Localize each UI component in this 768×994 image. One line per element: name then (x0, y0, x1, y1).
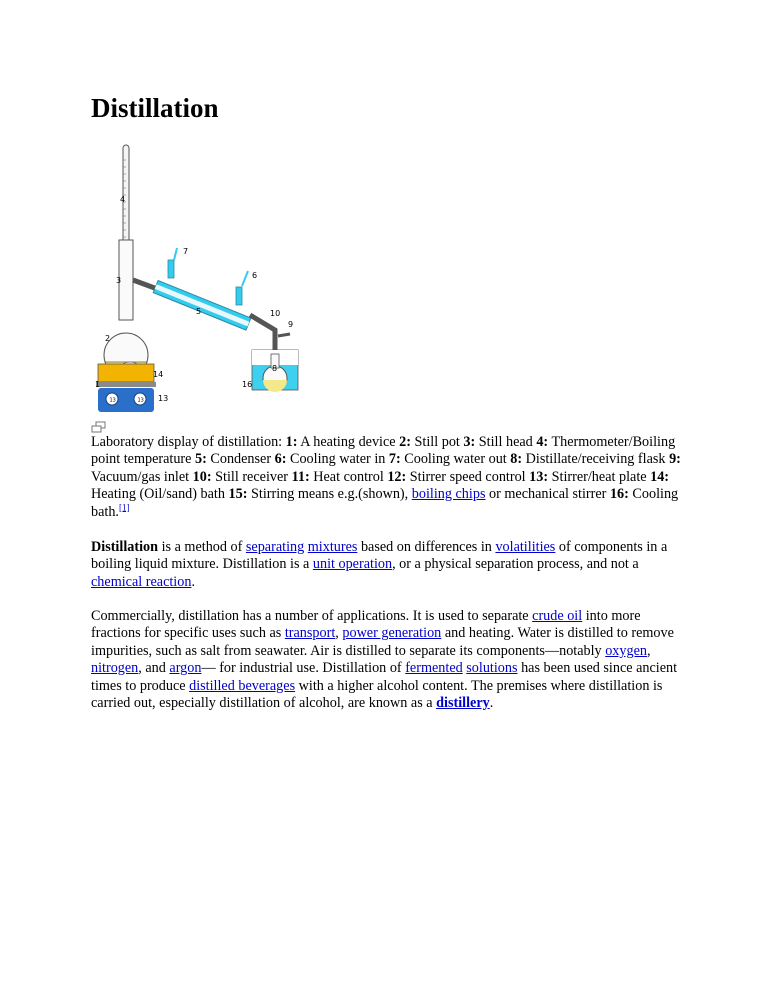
link-distilled-beverages[interactable]: distilled beverages (189, 677, 296, 694)
enlarge-icon[interactable] (91, 421, 107, 435)
figure-caption: Laboratory display of distillation: 1: A heating device 2: Still pot 3: Still head 4: Thermometer/Boiling point temperature 5: Condenser 6: Cooling water in 7: Cooling water out 8: Distillate/receiving flask 9: Vacuum/gas inlet 10: Still receiver 11: Heat control 12: Stirrer speed control 13: Stirrer/heat plate 14: Heating (Oil/sand) bath 15: Stirring means e.g.(shown), boiling chips or mechanical stirrer 16: Cooling bath.[1] (91, 434, 681, 520)
link-oxygen[interactable]: oxygen (605, 642, 647, 659)
fig-label-16: 16 (242, 380, 253, 389)
page-title: Distillation (91, 93, 219, 123)
link-distillery[interactable]: distillery (436, 695, 490, 712)
link-transport[interactable]: transport (284, 625, 336, 642)
fig-label-5: 5 (196, 307, 202, 316)
fig-label-8: 8 (272, 364, 278, 373)
still-head (119, 240, 133, 320)
link-chemical-reaction[interactable]: chemical reaction (91, 573, 192, 590)
link-volatilities[interactable]: volatilities (495, 539, 556, 555)
term-distillation: Distillation (91, 539, 159, 555)
paragraph-applications: Commercially, distillation has a number of applications. It is used to separate crude oil into more fractions for specific uses such as transport, power generation and heating. Water is distilled to remove impurities, such as salt from seawater. Air is distilled to separate its components—notably oxygen, nitrogen, and argon— for industrial use. Distillation of fermented solutions has been used since ancient times to produce distilled beverages with a higher alcohol content. The premises where distillation is carried out, especially distillation of alcohol, are known as a distillery. (91, 608, 678, 712)
link-crude-oil[interactable]: crude oil (532, 608, 583, 624)
link-power-generation[interactable]: power generation (342, 625, 442, 642)
fig-label-10: 10 (270, 309, 281, 318)
fig-label-4: 4 (120, 195, 126, 204)
link-mixtures[interactable]: mixtures (307, 539, 358, 555)
paragraph-intro: Distillation is a method of separating mixtures based on differences in volatilities of components in a boiling liquid mixture. Distillation is a unit operation, or a physical separation process, and not a chemical reaction. (91, 539, 668, 590)
fig-label-14: 14 (153, 370, 164, 379)
fig-label-2: 2 (105, 334, 111, 343)
fig-label-1: 1 (95, 380, 101, 389)
oil-bath (98, 364, 154, 382)
reference-link[interactable]: [1] (118, 501, 130, 512)
svg-text:13: 13 (137, 397, 144, 404)
fig-label-6: 6 (252, 271, 258, 280)
link-argon[interactable]: argon (169, 660, 202, 677)
link-unit-operation[interactable]: unit operation (312, 556, 393, 573)
link-fermented[interactable]: fermented (405, 660, 463, 677)
fig-label-3: 3 (116, 276, 122, 285)
link-boiling-chips[interactable]: boiling chips (411, 486, 486, 503)
link-nitrogen[interactable]: nitrogen (91, 660, 139, 677)
fig-label-9: 9 (288, 320, 294, 329)
link-separating[interactable]: separating (245, 539, 305, 555)
distillation-apparatus-figure (90, 140, 310, 415)
fig-label-7: 7 (183, 247, 189, 256)
link-solutions[interactable]: solutions (466, 660, 518, 677)
fig-label-13: 13 (158, 394, 169, 403)
svg-text:13: 13 (109, 397, 116, 404)
